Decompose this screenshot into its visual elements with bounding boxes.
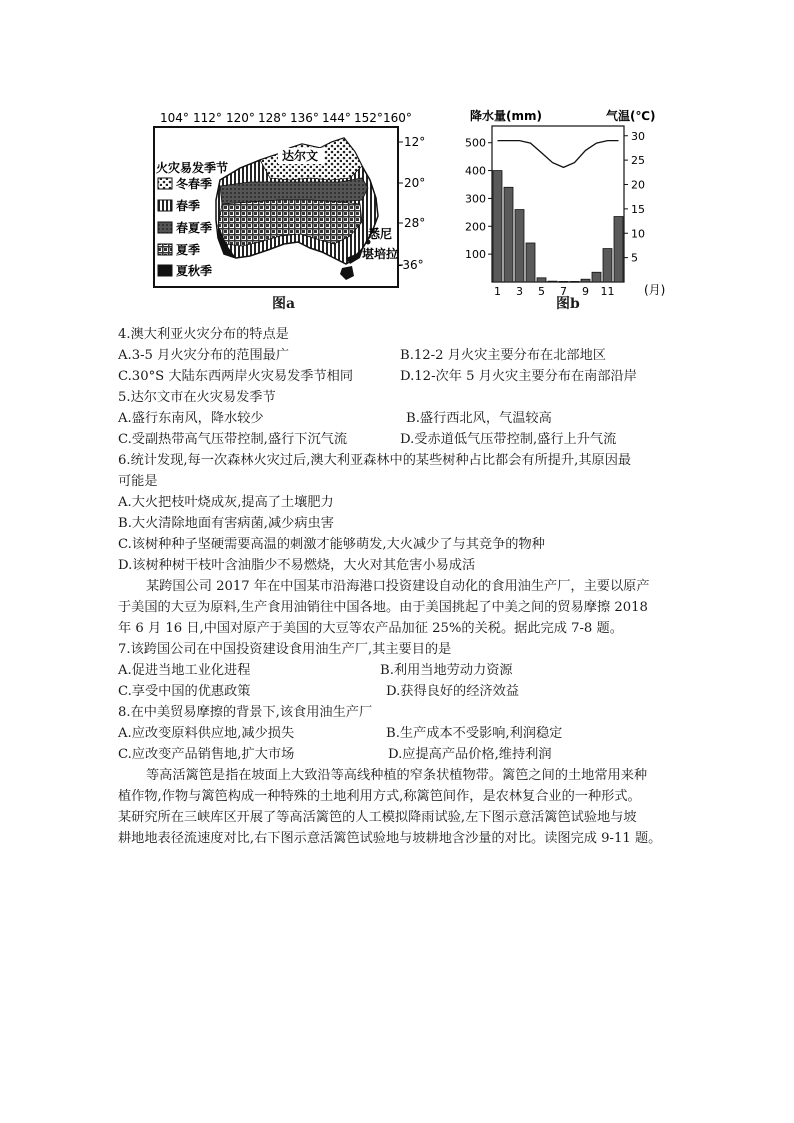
lat-tick: 28° <box>404 216 426 230</box>
precip-bar <box>504 187 513 282</box>
x-tick-label: 9 <box>582 285 589 298</box>
q6-option-c[interactable]: C.该树种种子坚硬需要高温的刺激才能够萌发,大火减少了与其竞争的物种 <box>118 537 545 552</box>
q7-stem: 7.该跨国公司在中国投资建设食用油生产厂,其主要目的是 <box>118 642 452 657</box>
x-unit-label: (月) <box>644 283 666 297</box>
q8-option-b[interactable]: B.生产成本不受影响,利润稳定 <box>386 726 563 741</box>
figure-a-caption: 图a <box>272 296 296 312</box>
precip-bar <box>603 249 612 282</box>
q6-option-a[interactable]: A.大火把枝叶烧成灰,提高了土壤肥力 <box>118 495 334 510</box>
passage2-line1: 等高活篱笆是指在坡面上大致沿等高线种植的窄条状植物带。篱笆之间的土地常用来种 <box>146 768 648 783</box>
lat-tick: -36° <box>398 258 424 272</box>
y-right-tick-label: 25 <box>631 154 645 168</box>
y-left-tick-label: 200 <box>465 220 486 234</box>
right-axis-title: 气温(℃) <box>606 109 656 123</box>
q7-option-d[interactable]: D.获得良好的经济效益 <box>386 684 519 699</box>
y-left-tick-label: 500 <box>465 136 486 150</box>
y-right-tick-label: 15 <box>631 202 645 216</box>
left-axis-title: 降水量(mm) <box>470 109 542 123</box>
q7-option-a[interactable]: A.促进当地工业化进程 <box>118 663 251 678</box>
q6-stem-line2: 可能是 <box>118 474 158 489</box>
q5-option-a[interactable]: A.盛行东南风，降水较少 <box>118 411 264 426</box>
q4-option-c[interactable]: C.30°S 大陆东西两岸火灾易发季节相同 <box>118 369 354 384</box>
lon-tick: 128° <box>258 111 287 125</box>
legend-title: 火灾易发季节 <box>156 161 229 175</box>
q8-stem: 8.在中美贸易摩擦的背景下,该食用油生产厂 <box>118 705 373 720</box>
q4-option-d[interactable]: D.12-次年 5 月火灾主要分布在南部沿岸 <box>400 369 637 384</box>
y-right-tick-label: 30 <box>631 129 645 143</box>
lon-tick: 120° <box>226 111 255 125</box>
lon-tick: 152° <box>354 111 383 125</box>
x-tick-label: 1 <box>494 285 501 298</box>
precip-bar <box>515 210 524 282</box>
precip-bar <box>548 281 557 282</box>
lon-ticks <box>160 111 412 125</box>
lat-tick: 20° <box>404 176 426 190</box>
passage2-line2: 植作物,作物与篱笆构成一种特殊的土地利用方式,称篱笆间作，是农林复合业的一种形式。 <box>118 789 641 804</box>
passage2-line3: 某研究所在三峡库区开展了等高活篱笆的人工模拟降雨试验,左下图示意活篱笆试验地与坡 <box>118 810 637 825</box>
precip-bar <box>537 278 546 282</box>
legend-item: 夏季 <box>176 243 201 257</box>
legend-item: 冬春季 <box>176 177 213 191</box>
y-left-tick-label: 100 <box>465 248 486 262</box>
q5-option-d[interactable]: D.受赤道低气压带控制,盛行上升气流 <box>400 432 617 447</box>
x-tick-label: 3 <box>516 285 523 298</box>
x-tick-label: 7 <box>560 285 567 298</box>
precip-bar <box>526 243 535 282</box>
australia-fire-map <box>150 108 426 308</box>
precip-bar <box>570 281 579 282</box>
lon-tick: 160° <box>383 111 412 125</box>
temperature-line <box>498 141 619 168</box>
y-left-tick-label: 400 <box>465 164 486 178</box>
canberra-label: 堪培拉 <box>362 247 399 261</box>
figure-b-caption: 图b <box>556 296 580 312</box>
legend-item: 春季 <box>176 199 201 213</box>
passage1-line3: 年 6 月 16 日,中国对原产于美国的大豆等农产品加征 25%的关税。据此完成 7-8 题。 <box>118 621 623 636</box>
q5-option-c[interactable]: C.受副热带高气压带控制,盛行下沉气流 <box>118 432 348 447</box>
figure-a <box>150 108 426 308</box>
q5-stem: 5.达尔文市在火灾易发季节 <box>118 390 276 405</box>
q4-option-a[interactable]: A.3-5 月火灾分布的范围最广 <box>118 348 290 363</box>
precip-bar <box>493 171 502 282</box>
q7-option-b[interactable]: B.利用当地劳动力资源 <box>380 663 513 678</box>
q4-stem: 4.澳大利亚火灾分布的特点是 <box>118 327 289 342</box>
lon-tick: 144° <box>322 111 351 125</box>
q7-option-c[interactable]: C.享受中国的优惠政策 <box>118 684 251 699</box>
passage1-line2: 于美国的大豆为原料,生产食用油销往中国各地。由于美国挑起了中美之间的贸易摩擦 2018 <box>118 600 648 615</box>
x-tick-label: 11 <box>600 285 615 298</box>
y-right-tick-label: 5 <box>631 251 638 265</box>
precip-bar <box>614 217 623 282</box>
lat-tick: 12° <box>404 135 426 149</box>
y-left-tick-label: 300 <box>465 192 486 206</box>
lon-tick: 104° <box>160 111 189 125</box>
q8-option-a[interactable]: A.应改变原料供应地,减少损失 <box>118 726 295 741</box>
lon-tick: 112° <box>193 111 222 125</box>
y-right-tick-label: 10 <box>631 227 645 241</box>
legend-item: 春夏季 <box>176 221 213 235</box>
q8-option-c[interactable]: C.应改变产品销售地,扩大市场 <box>118 747 295 762</box>
sydney-label: 悉尼 <box>368 227 393 241</box>
darwin-label: 达尔文 <box>282 149 319 163</box>
precip-bar <box>559 281 568 282</box>
precip-bar <box>592 272 601 282</box>
legend-item: 夏秋季 <box>176 264 213 278</box>
q8-option-d[interactable]: D.应提高产品价格,维持利润 <box>388 747 552 762</box>
q6-stem-line1: 6.统计发现,每一次森林火灾过后,澳大利亚森林中的某些树种占比都会有所提升,其原因最 <box>118 453 632 468</box>
x-tick-label: 5 <box>538 285 545 298</box>
q6-option-d[interactable]: D.该树种树干枝叶含油脂少不易燃烧，大火对其危害小易成活 <box>118 558 476 573</box>
q4-option-b[interactable]: B.12-2 月火灾主要分布在北部地区 <box>400 348 606 363</box>
q6-option-b[interactable]: B.大火清除地面有害病菌,减少病虫害 <box>118 516 334 531</box>
climate-chart <box>456 104 666 312</box>
q5-option-b[interactable]: B.盛行西北风，气温较高 <box>406 411 552 426</box>
precip-bar <box>581 279 590 282</box>
passage1-line1: 某跨国公司 2017 年在中国某市沿海港口投资建设自动化的食用油生产厂，主要以原产 <box>146 579 650 594</box>
passage2-line4: 耕地地表径流速度对比,右下图示意活篱笆试验地与坡耕地含沙量的对比。读图完成 9-11 题。 <box>118 831 662 846</box>
y-right-tick-label: 20 <box>631 178 645 192</box>
lon-tick: 136° <box>290 111 319 125</box>
lat-ticks <box>398 135 425 272</box>
figure-b <box>456 104 666 312</box>
